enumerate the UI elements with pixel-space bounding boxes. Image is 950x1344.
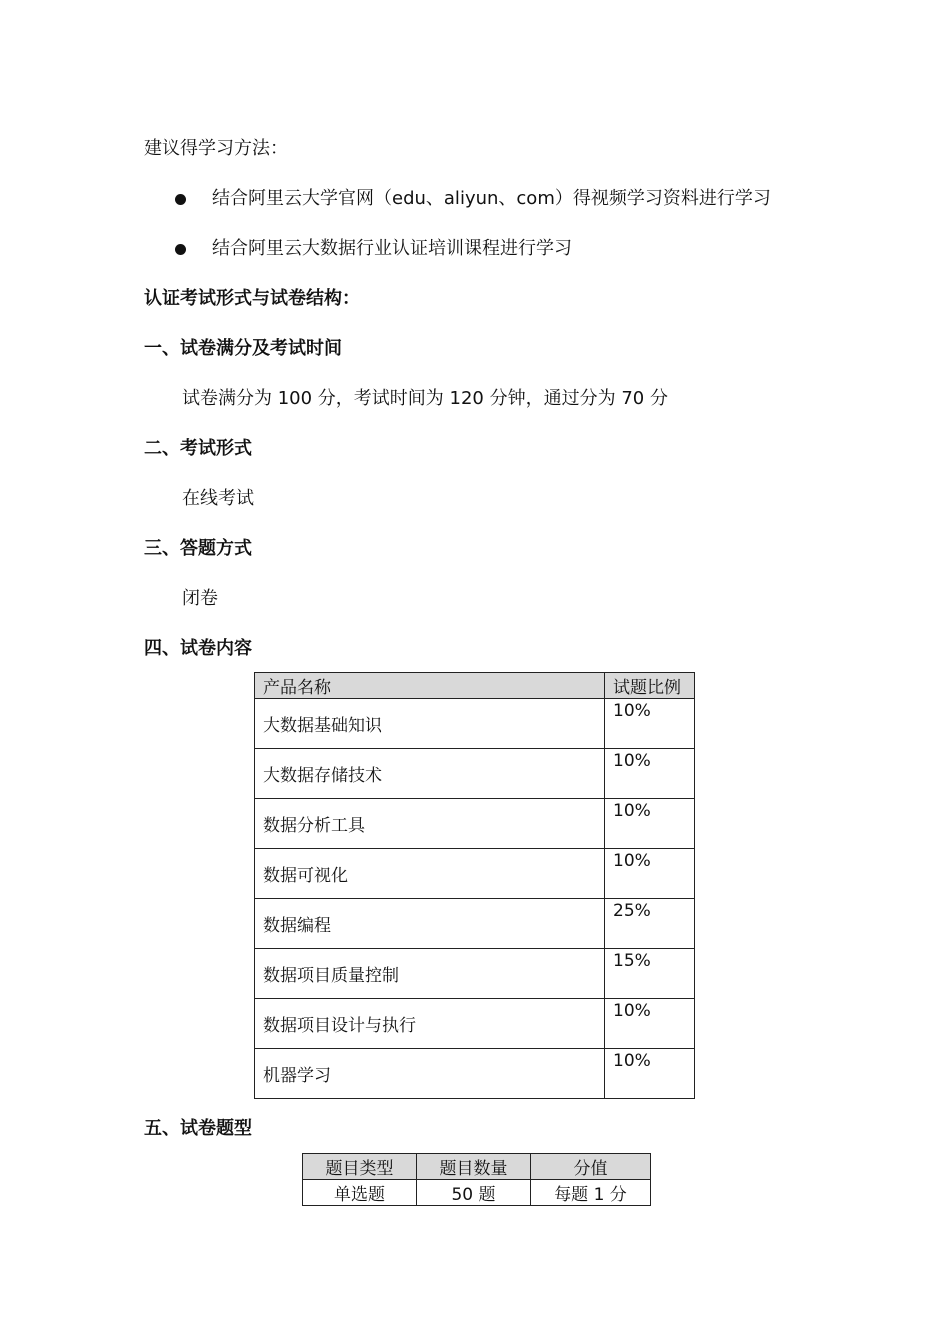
question-count-cell: 50 题 [417,1180,531,1206]
exam-section-title: 认证考试形式与试卷结构： [144,288,360,309]
score-time-heading: 一、试卷满分及考试时间 [144,338,342,359]
question-type-table [302,1153,651,1206]
table-row [255,799,695,849]
study-methods-heading: 建议得学习方法： [144,138,288,159]
ratio-cell: 10% [605,849,695,899]
table-row [255,899,695,949]
ratio-cell: 15% [605,949,695,999]
ratio-cell: 10% [605,799,695,849]
table-row [303,1180,651,1206]
score-time-body: 试卷满分为 100 分，考试时间为 120 分钟，通过分为 70 分 [182,388,668,409]
product-name-cell: 数据分析工具 [255,799,605,849]
product-name-cell: 数据可视化 [255,849,605,899]
content-table [254,672,695,1099]
table-row [255,849,695,899]
product-name-cell: 大数据存储技术 [255,749,605,799]
exam-form-heading: 二、考试形式 [144,438,252,459]
study-method-item: 结合阿里云大数据行业认证培训课程进行学习 [212,238,572,259]
column-header: 题目类型 [303,1154,417,1180]
column-header: 分值 [531,1154,651,1180]
answer-mode-heading: 三、答题方式 [144,538,252,559]
study-method-item: 结合阿里云大学官网（edu、aliyun、com）得视频学习资料进行学习 [212,188,771,209]
paper-content-heading: 四、试卷内容 [144,638,252,659]
exam-form-body: 在线考试 [182,488,254,509]
ratio-cell: 25% [605,899,695,949]
ratio-cell: 10% [605,999,695,1049]
product-name-cell: 机器学习 [255,1049,605,1099]
question-type-cell: 单选题 [303,1180,417,1206]
column-header: 产品名称 [255,673,605,699]
table-row [255,699,695,749]
bullet-dot-icon [175,244,186,255]
product-name-cell: 数据项目设计与执行 [255,999,605,1049]
ratio-cell: 10% [605,699,695,749]
ratio-cell: 10% [605,749,695,799]
table-header-row [303,1154,651,1180]
table-row [255,749,695,799]
question-types-heading: 五、试卷题型 [144,1118,252,1139]
column-header: 试题比例 [605,673,695,699]
table-row [255,1049,695,1099]
product-name-cell: 数据项目质量控制 [255,949,605,999]
bullet-dot-icon [175,194,186,205]
ratio-cell: 10% [605,1049,695,1099]
table-header-row [255,673,695,699]
product-name-cell: 大数据基础知识 [255,699,605,749]
column-header: 题目数量 [417,1154,531,1180]
product-name-cell: 数据编程 [255,899,605,949]
table-row [255,999,695,1049]
table-row [255,949,695,999]
answer-mode-body: 闭卷 [182,588,218,609]
question-score-cell: 每题 1 分 [531,1180,651,1206]
